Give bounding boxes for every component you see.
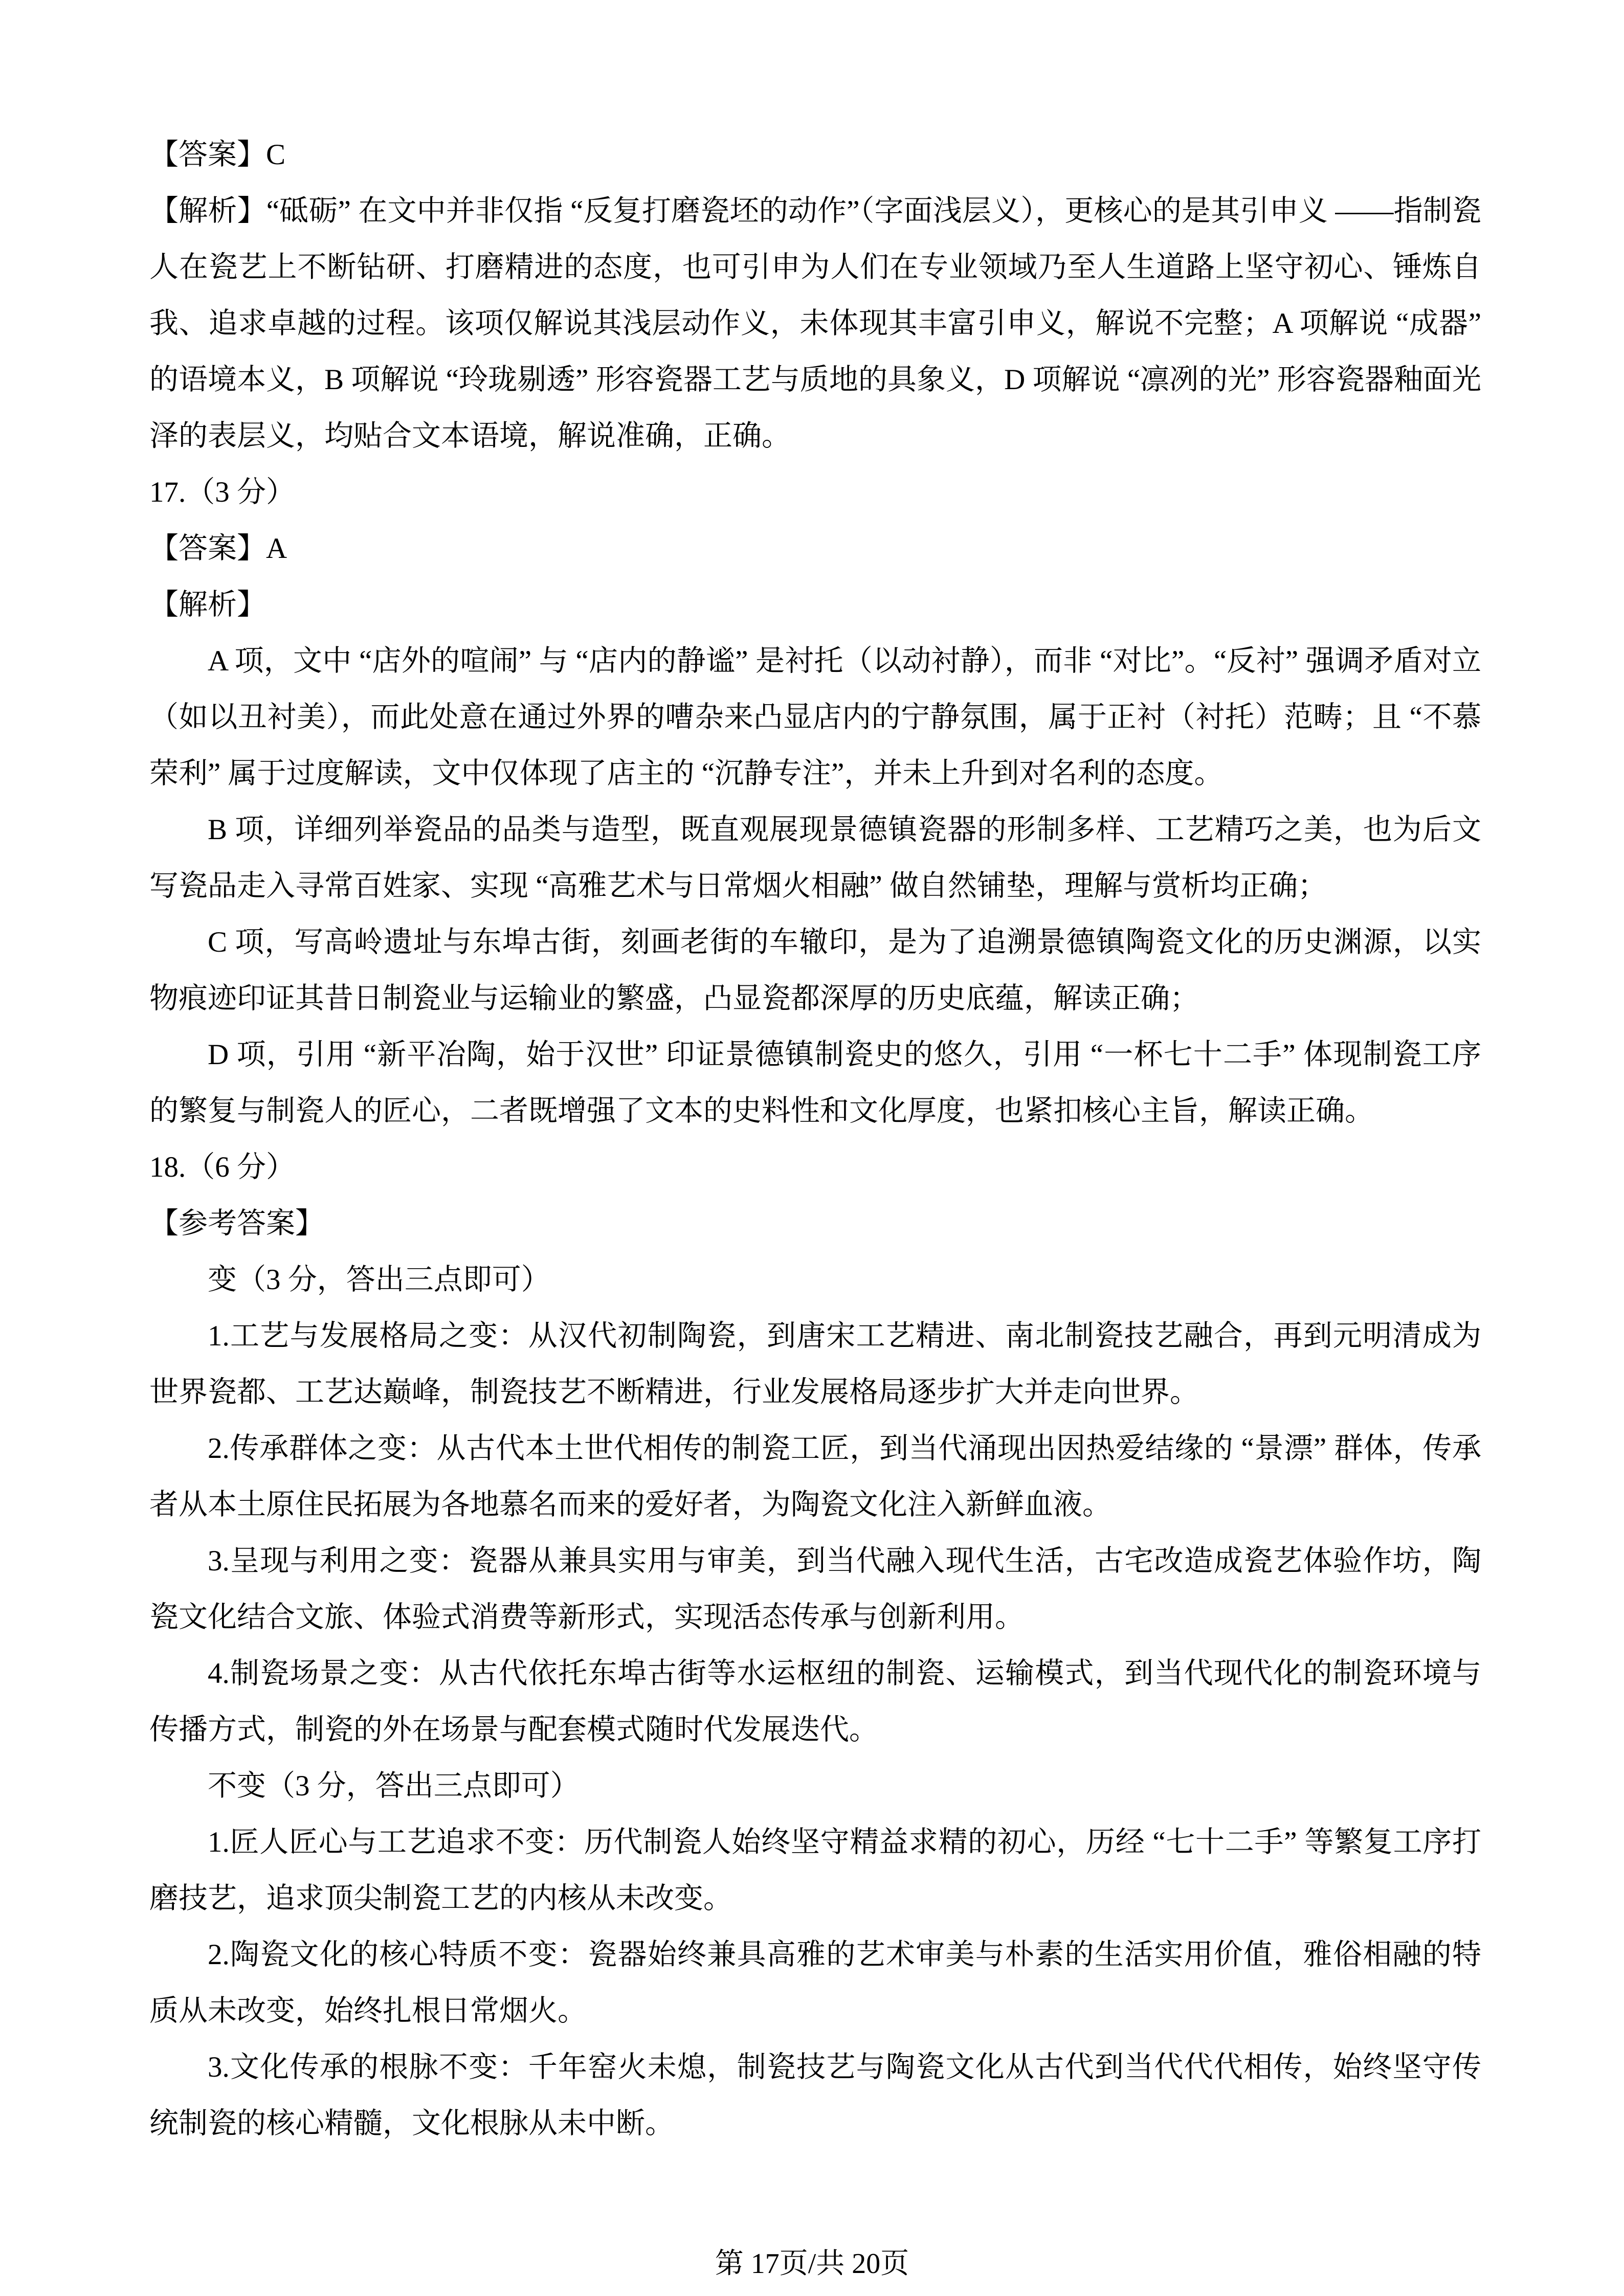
- answer-key-content: [149, 127, 1481, 2152]
- q17-analysis-label: 【解析】: [149, 589, 266, 621]
- q17-option-c-analysis: C 项，写高岭遗址与东埠古街，刻画老街的车辙印，是为了追溯景德镇陶瓷文化的历史渊源，以实物痕迹印证其昔日制瓷业与运输业的繁盛，凸显瓷都深厚的历史底蕴，解读正确；: [149, 926, 1481, 1015]
- q17-option-a-analysis: A 项，文中 “店外的喧闹” 与 “店内的静谧” 是衬托（以动衬静），而非 “对比”。“反衬” 强调矛盾对立（如以丑衬美），而此处意在通过外界的嘈杂来凸显店内的宁静氛围，属于正衬（衬托）范畴；且 “不慕荣利” 属于过度解读，文中仅体现了店主的 “沉静专注”，并未上升到对名利的态度。: [149, 645, 1481, 790]
- q18-unchange-point-1: 1.匠人匠心与工艺追求不变：历代制瓷人始终坚守精益求精的初心，历经 “七十二手” 等繁复工序打磨技艺，追求顶尖制瓷工艺的内核从未改变。: [149, 1826, 1481, 1915]
- q18-unchange-point-3: 3.文化传承的根脉不变：千年窑火未熄，制瓷技艺与陶瓷文化从古代到当代代代相传，始终坚守传统制瓷的核心精髓，文化根脉从未中断。: [149, 2051, 1481, 2140]
- q17-answer: 【答案】A: [149, 532, 287, 565]
- q18-unchange-header: 不变（3 分，答出三点即可）: [208, 1770, 580, 1802]
- q18-reference-answer-label: 【参考答案】: [149, 1207, 324, 1240]
- page-footer: [0, 2236, 1624, 2292]
- q16-answer: 【答案】C: [149, 139, 286, 171]
- q18-change-point-1: 1.工艺与发展格局之变：从汉代初制陶瓷，到唐宋工艺精进、南北制瓷技艺融合，再到元明清成为世界瓷都、工艺达巅峰，制瓷技艺不断精进，行业发展格局逐步扩大并走向世界。: [149, 1320, 1481, 1408]
- q18-change-point-3: 3.呈现与利用之变：瓷器从兼具实用与审美，到当代融入现代生活，古宅改造成瓷艺体验作坊，陶瓷文化结合文旅、体验式消费等新形式，实现活态传承与创新利用。: [149, 1545, 1481, 1633]
- page-number-indicator: 第 17页/共 20页: [715, 2248, 909, 2280]
- q17-option-b-analysis: B 项，详细列举瓷品的品类与造型，既直观展现景德镇瓷器的形制多样、工艺精巧之美，也为后文写瓷品走入寻常百姓家、实现 “高雅艺术与日常烟火相融” 做自然铺垫，理解与赏析均正确；: [149, 814, 1481, 902]
- q18-change-header: 变（3 分，答出三点即可）: [208, 1264, 550, 1296]
- q16-analysis: 【解析】“砥砺” 在文中并非仅指 “反复打磨瓷坯的动作”（字面浅层义），更核心的是其引申义 ——指制瓷人在瓷艺上不断钻研、打磨精进的态度，也可引申为人们在专业领域乃至人生道路上坚守初心、锤炼自我、追求卓越的过程。该项仅解说其浅层动作义，未体现其丰富引申义，解说不完整；A 项解说 “成器” 的语境本义，B 项解说 “玲珑剔透” 形容瓷器工艺与质地的具象义，D 项解说 “凛冽的光” 形容瓷器釉面光泽的表层义，均贴合文本语境，解说准确，正确。: [149, 195, 1481, 452]
- q18-change-point-4: 4.制瓷场景之变：从古代依托东埠古街等水运枢纽的制瓷、运输模式，到当代现代化的制瓷环境与传播方式，制瓷的外在场景与配套模式随时代发展迭代。: [149, 1657, 1481, 1746]
- q18-change-point-2: 2.传承群体之变：从古代本土世代相传的制瓷工匠，到当代涌现出因热爱结缘的 “景漂” 群体，传承者从本土原住民拓展为各地慕名而来的爱好者，为陶瓷文化注入新鲜血液。: [149, 1432, 1481, 1521]
- q17-option-d-analysis: D 项，引用 “新平冶陶，始于汉世” 印证景德镇制瓷史的悠久，引用 “一杯七十二手” 体现制瓷工序的繁复与制瓷人的匠心，二者既增强了文本的史料性和文化厚度，也紧扣核心主旨，解读正确。: [149, 1039, 1481, 1127]
- q18-number: 18.（6 分）: [149, 1151, 295, 1183]
- q17-number: 17.（3 分）: [149, 476, 295, 508]
- q18-unchange-point-2: 2.陶瓷文化的核心特质不变：瓷器始终兼具高雅的艺术审美与朴素的生活实用价值，雅俗相融的特质从未改变，始终扎根日常烟火。: [149, 1939, 1481, 2027]
